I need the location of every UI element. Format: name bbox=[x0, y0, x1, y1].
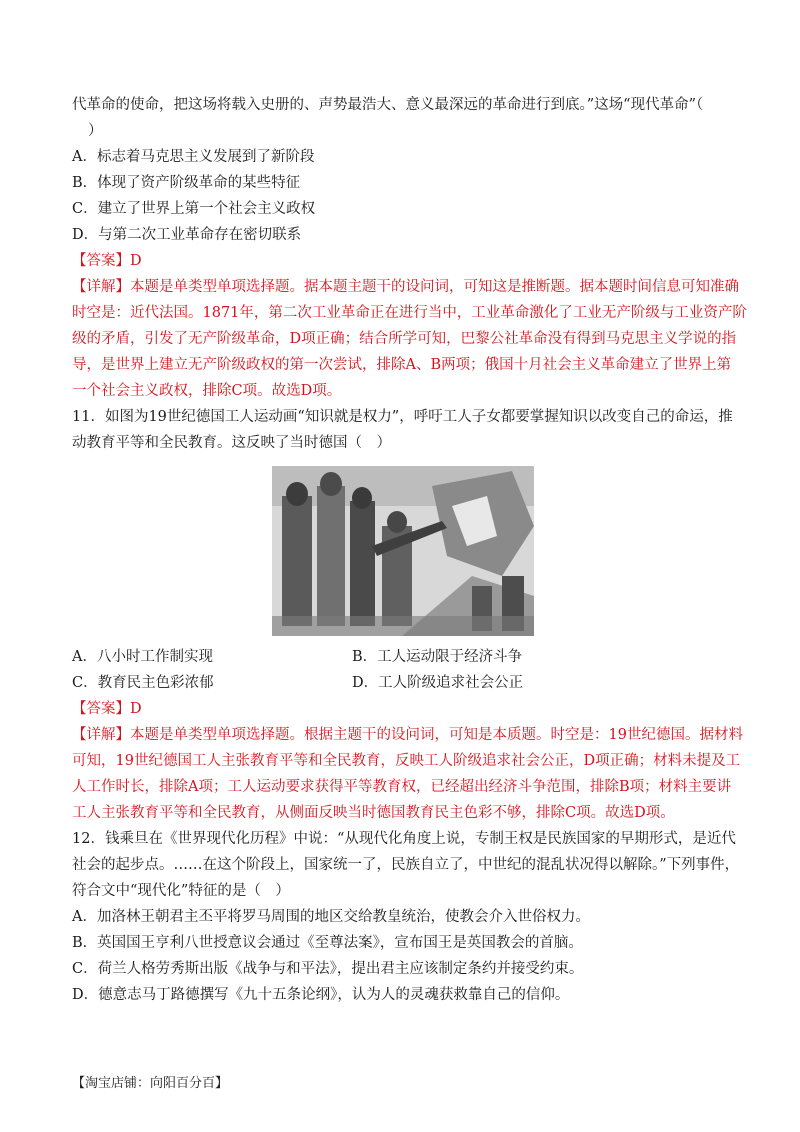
q11-stem-line: 11．如图为19世纪德国工人运动画“知识就是权力”，呼吁工人子女都要掌握知识以改变自己的命运，推 bbox=[72, 409, 733, 425]
q12-stem-line: 12．钱乘旦在《世界现代化历程》中说：“从现代化角度上说，专制王权是民族国家的早期形式，是近代 bbox=[72, 831, 736, 847]
question-content bbox=[72, 92, 747, 1008]
footer-shop-label: 【淘宝店铺：向阳百分百】 bbox=[72, 1076, 229, 1091]
q10-option-d: D．与第二次工业革命存在密切联系 bbox=[72, 227, 302, 243]
q11-detail-line: 【详解】本题是单类型单项选择题。根据主题干的设问词，可知是本质题。时空是：19世纪德国。据材料 bbox=[72, 727, 743, 743]
q10-stem-line-2: ） bbox=[88, 123, 103, 139]
q10-detail-line: 一个社会主义政权，排除C项。故选D项。 bbox=[72, 383, 342, 399]
q12-option-c: C．荷兰人格劳秀斯出版《战争与和平法》，提出君主应该制定条约并接受约束。 bbox=[72, 961, 584, 977]
q10-option-b: B．体现了资产阶级革命的某些特征 bbox=[72, 175, 301, 191]
q10-detail-line: 导，是世界上建立无产阶级政权的第一次尝试，排除A、B两项；俄国十月社会主义革命建立了世界上第 bbox=[72, 357, 732, 373]
q10-detail-line: 时空是：近代法国。1871年，第二次工业革命正在进行当中，工业革命激化了工业无产阶级与工业资产阶 bbox=[72, 305, 747, 321]
q10-option-a: A．标志着马克思主义发展到了新阶段 bbox=[72, 149, 315, 165]
q10-stem-line-1: 代革命的使命，把这场将载入史册的、声势最浩大、意义最深远的革命进行到底。”这场“现代革命”（ bbox=[72, 97, 704, 113]
q11-detail-line: 可知，19世纪德国工人主张教育平等和全民教育，反映工人阶级追求社会公正，D项正确；材料未提及工 bbox=[72, 753, 741, 769]
q10-option-c: C．建立了世界上第一个社会主义政权 bbox=[72, 201, 316, 217]
q11-detail-line: 人工作时长，排除A项；工人运动要求获得平等教育权，已经超出经济斗争范围，排除B项；材料主要讲 bbox=[72, 779, 732, 795]
q12-option-b: B．英国国王亨利八世授意议会通过《至尊法案》，宣布国王是英国教会的首脑。 bbox=[72, 935, 583, 951]
q12-stem-line: 符合文中“现代化”特征的是（ ） bbox=[72, 883, 290, 899]
q11-option-c: C．教育民主色彩浓郁 bbox=[72, 675, 214, 691]
q12-option-a: A．加洛林王朝君主丕平将罗马周围的地区交给教皇统治，使教会介入世俗权力。 bbox=[72, 909, 590, 925]
q12-stem-line: 社会的起步点。……在这个阶段上，国家统一了，民族自立了，中世纪的混乱状况得以解除。”下列事件， bbox=[72, 857, 740, 873]
painting-illustration bbox=[272, 466, 534, 636]
q11-detail-line: 工人主张教育平等和全民教育，从侧面反映当时德国教育民主色彩不够，排除C项。故选D项。 bbox=[72, 805, 675, 821]
q11-stem-line: 动教育平等和全民教育。这反映了当时德国（ ） bbox=[72, 435, 391, 451]
q11-option-d: D．工人阶级追求社会公正 bbox=[352, 675, 524, 691]
q10-detail-line: 【详解】本题是单类型单项选择题。据本题主题干的设问词，可知这是推断题。据本题时间信息可知准确 bbox=[72, 279, 739, 295]
q11-option-b: B．工人运动限于经济斗争 bbox=[352, 649, 523, 665]
q10-detail-line: 级的矛盾，引发了无产阶级革命，D项正确；结合所学可知，巴黎公社革命没有得到马克思主义学说的指 bbox=[72, 331, 737, 347]
q10-answer: 【答案】D bbox=[72, 253, 142, 269]
q11-option-a: A．八小时工作制实现 bbox=[72, 649, 213, 665]
workers-movement-painting bbox=[272, 466, 534, 636]
q12-option-d: D．德意志马丁路德撰写《九十五条论纲》，认为人的灵魂获救靠自己的信仰。 bbox=[72, 987, 570, 1003]
q11-answer: 【答案】D bbox=[72, 701, 142, 717]
